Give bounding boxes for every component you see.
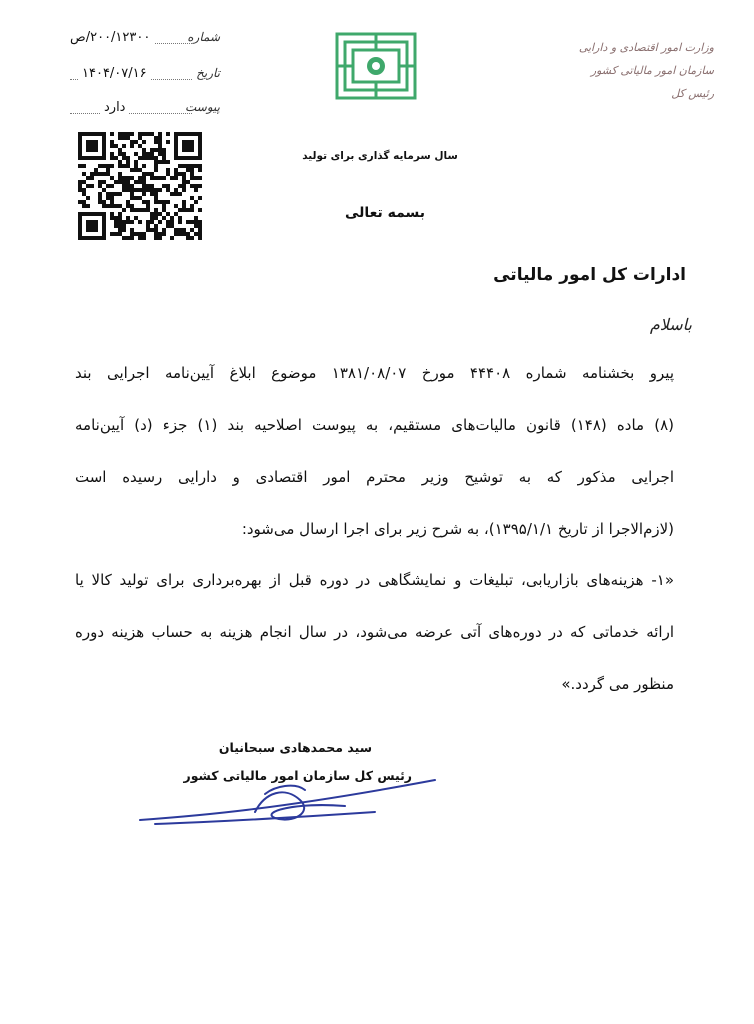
year-slogan: سال سرمایه گذاری برای تولید: [302, 150, 458, 162]
date-value: ۱۴۰۴/۰۷/۱۶: [78, 66, 151, 81]
body-paragraph: [75, 360, 674, 568]
addressee: ادارات کل امور مالیاتی: [493, 265, 686, 285]
ministry-header: [514, 36, 714, 105]
tax-organization-logo: [333, 30, 419, 102]
qr-code: [78, 132, 202, 240]
clause-line: «۱- هزینه‌های بازاریابی، تبلیغات و نمایشگاهی در دوره قبل از بهره‌برداری برای تولید کالا یا: [75, 571, 674, 589]
clause-line: ارائه خدماتی که در دوره‌های آتی عرضه می‌شود، در سال انجام هزینه به حساب هزینه دوره: [75, 623, 674, 641]
attachment-value: دارد: [100, 100, 129, 115]
greeting: باسلام: [649, 315, 692, 334]
body-line: اجرایی مذکور که به توشیح وزیر محترم امور اقتصادی و دارایی رسیده است: [75, 468, 674, 486]
meta-number: [60, 30, 220, 50]
signer-name: سید محمدهادی سبحانیان: [218, 740, 372, 755]
number-label: شماره: [187, 30, 220, 44]
meta-attachment: [60, 100, 220, 120]
position-line: رئیس کل: [671, 87, 714, 100]
signature: [135, 772, 445, 832]
number-value: ۲۰۰/۱۲۳۰۰/ص: [66, 30, 154, 45]
body-line: (۸) ماده (۱۴۸) قانون مالیات‌های مستقیم، به پیوست اصلاحیه بند (۱) جزء (د) آیین‌نامه: [75, 416, 674, 434]
signer-title: رئیس کل سازمان امور مالیاتی کشور: [183, 768, 412, 783]
date-label: تاریخ: [196, 66, 220, 80]
attachment-label: پیوست: [185, 100, 220, 114]
body-line: پیرو بخشنامه شماره ۴۴۴۰۸ مورخ ۱۳۸۱/۰۸/۰۷ موضوع ابلاغ آیین‌نامه اجرایی بند: [75, 364, 674, 382]
dotted-line: [70, 113, 192, 114]
ministry-line: وزارت امور اقتصادی و دارایی: [578, 41, 714, 54]
clause-line: منظور می گردد.»: [561, 675, 674, 693]
organization-line: سازمان امور مالیاتی کشور: [590, 64, 714, 77]
bismillah: بسمه تعالی: [344, 205, 426, 221]
body-line: (لازم‌الاجرا از تاریخ ۱۳۹۵/۱/۱)، به شرح زیر برای اجرا ارسال می‌شود:: [241, 520, 674, 538]
meta-date: [60, 66, 220, 86]
clause-paragraph: [75, 567, 674, 723]
